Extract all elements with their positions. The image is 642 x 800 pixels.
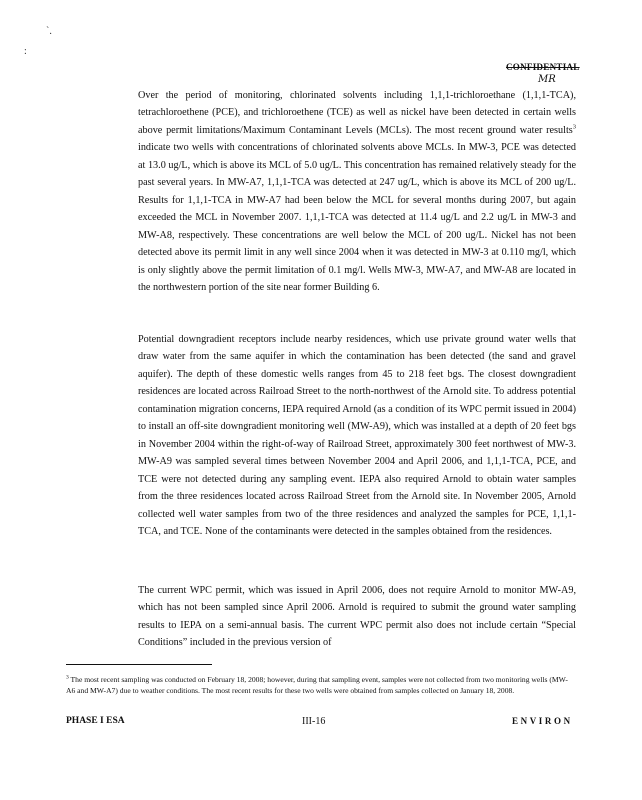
footer-document-title: PHASE I ESA xyxy=(66,716,125,726)
scan-mark: : xyxy=(24,46,27,57)
footnote-divider xyxy=(66,664,212,665)
footnote-reference[interactable]: 3 xyxy=(572,123,576,131)
confidential-stamp: CONFIDENTIAL xyxy=(506,62,580,72)
footnote-number: 3 xyxy=(66,674,69,681)
scan-mark: `. xyxy=(46,26,52,37)
paragraph-monitoring-results xyxy=(138,87,576,296)
paragraph-text: Over the period of monitoring, chlorinated solvents including 1,1,1-trichloroethane (1,1,1-TCA), tetrachloroethene (PCE), and trichloroethene (TCE) as well as nickel have been detected in certain wells above permit limitations/Maximum Contaminant Levels (MCLs). The most recent ground water results xyxy=(138,90,576,136)
footnote xyxy=(66,675,576,696)
paragraph-downgradient-receptors: Potential downgradient receptors include nearby residences, which use private ground water wells that draw water from the same aquifer in which the contamination has been detected (the sand and gravel aquifer). The depth of these domestic wells ranges from 45 to 218 feet bgs. The closest downgradient residences are located across Railroad Street to the north-northwest of the Arnold site. To address potential contamination migration concerns, IEPA required Arnold (as a condition of its WPC permit issued in 2004) to install an off-site downgradient monitoring well (MW-A9), which was installed at a depth of 20 feet bgs in November 2004 within the right-of-way of Railroad Street, approximately 300 feet northwest of MW-3. MW-A9 was sampled several times between November 2004 and April 2006, and 1,1,1-TCA, PCE, and TCE were not detected during any sampling event. IEPA also required Arnold to obtain water samples from the three residences located across Railroad Street from the Arnold site. In November 2005, Arnold collected well water samples from two of the three residences and analyzed the samples for PCE, 1,1,1-TCA, and TCE. None of the contaminants were detected in the samples obtained from the residences. xyxy=(138,334,576,537)
footer-company-name: ENVIRON xyxy=(512,716,573,726)
handwritten-initials: MR xyxy=(538,74,556,85)
footnote-text: The most recent sampling was conducted on February 18, 2008; however, during that sampling event, samples were not collected from two monitoring wells (MW-A6 and MW-A7) due to weather conditions. The most recent results for these two wells were obtained from samples collected on January 18, 2008. xyxy=(66,675,568,695)
paragraph-text: indicate two wells with concentrations of chlorinated solvents above MCLs. In MW-3, PCE was detected at 13.0 ug/L, which is above its MCL of 5.0 ug/L. This concentration has remained relatively steady for the past several years. In MW-A7, 1,1,1-TCA was detected at 247 ug/L, which is above its MCL of 200 ug/L. Results for 1,1,1-TCA in MW-A7 had been below the MCL for several months during 2007, but again exceeded the MCL in November 2007. 1,1,1-TCA was detected at 11.4 ug/L and 2.2 ug/L in MW-3 and MW-A8, respectively. These concentrations are well below the MCL of 200 ug/L. Nickel has not been detected above its permit limit in any well since 2004 when it was detected in MW-3 at 0.110 mg/l, which is only slightly above the permit limitation of 0.1 mg/l. Wells MW-3, MW-A7, and MW-A8 are located in the northwestern portion of the site near former Building 6. xyxy=(138,142,576,293)
paragraph-wpc-permit: The current WPC permit, which was issued in April 2006, does not require Arnold to monitor MW-A9, which has not been sampled since April 2006. Arnold is required to submit the ground water sampling results to IEPA on a semi-annual basis. The current WPC permit also does not include certain “Special Conditions” included in the previous version of xyxy=(138,585,576,649)
page-number: III-16 xyxy=(302,716,326,727)
